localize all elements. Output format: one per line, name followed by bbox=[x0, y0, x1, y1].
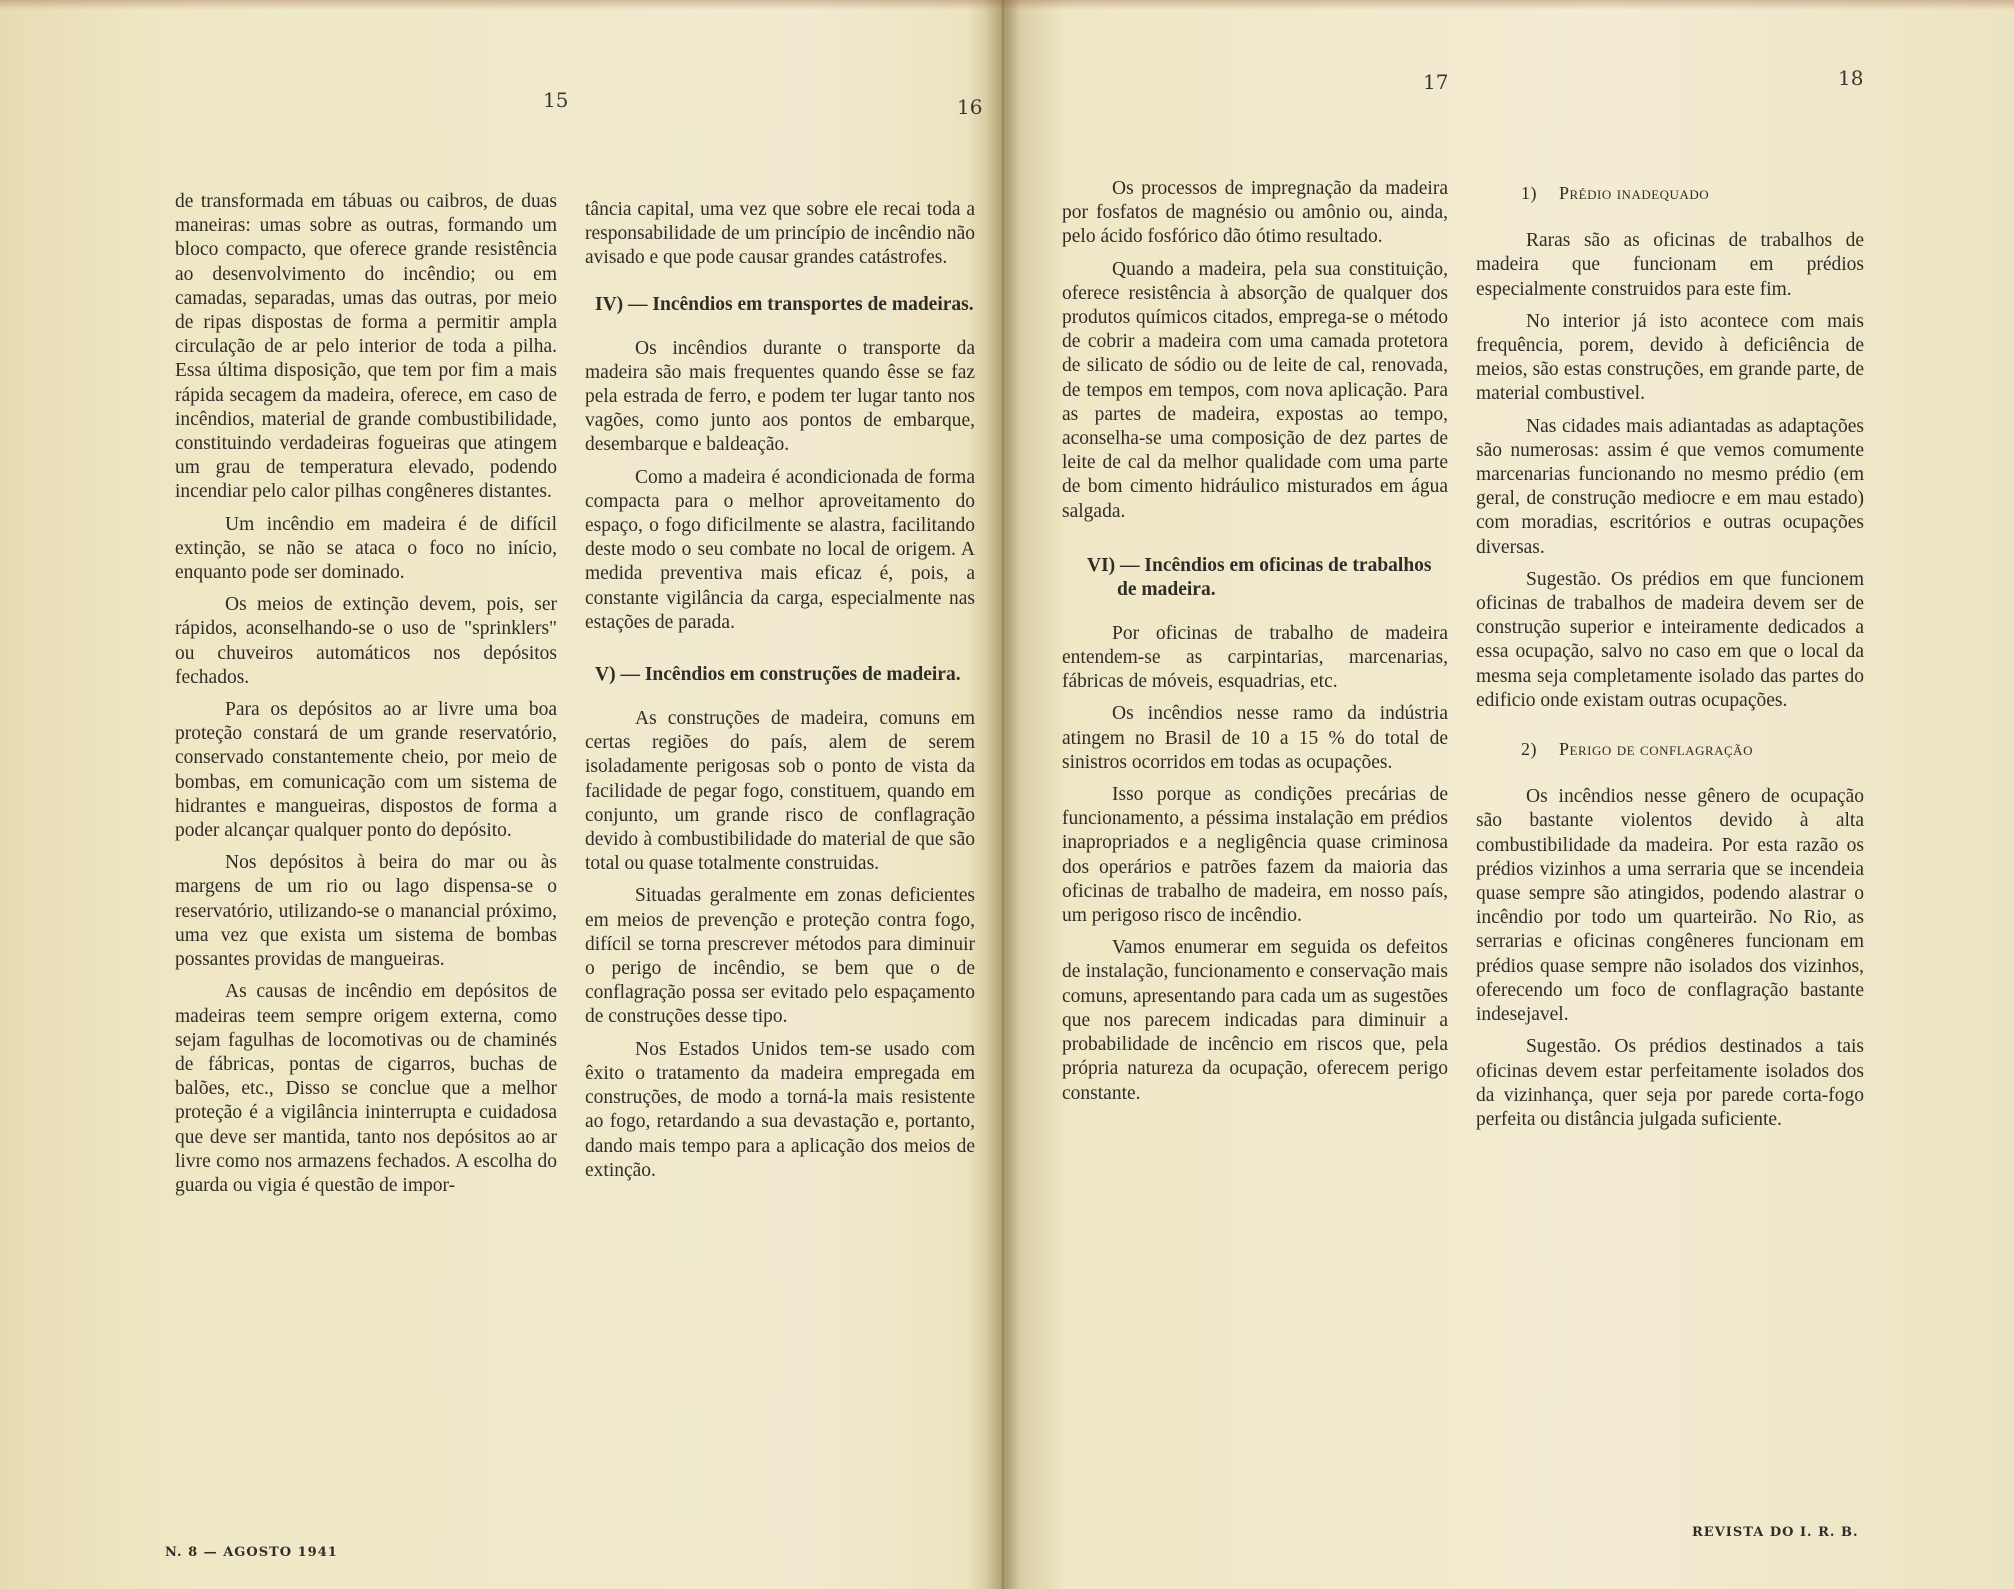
paragraph: de transformada em tábuas ou caibros, de duas maneiras: umas sobre as outras, formando um bloco compacto, que oferece grande resistência ao desenvolvimento do incêndio; ou em camadas, separadas, umas das outras, por meio de ripas dispostas de forma a permitir ampla circulação de ar pelo interior de toda a pilha. Essa última disposição, que tem por fim a mais rápida secagem da madeira, oferece, em caso de incêndios, material de grande combustibilidade, constituindo verdadeiras fogueiras que atingem um grau de temperatura elevado, podendo incendiar pelo calor pilhas congêneres distantes. bbox=[175, 191, 557, 503]
page-number-16: 16 bbox=[957, 95, 983, 119]
footer-journal: REVISTA DO I. R. B. bbox=[1692, 1525, 1859, 1540]
paragraph: As construções de madeira, comuns em certas regiões do país, alem de serem isoladamente perigosas sob o ponto de vista da facilidade de pegar fogo, constituem, quando em conjunto, um grande risco de conflagração devido à combustibilidade do material de que são total ou quase totalmente construidas. bbox=[585, 708, 975, 875]
paragraph: Os incêndios nesse ramo da indústria atingem no Brasil de 10 a 15 % do total de sinistros ocorridos em todas as ocupações. bbox=[1062, 703, 1448, 773]
subsection-heading-1 bbox=[1476, 181, 1864, 205]
subsection-number: 2) bbox=[1521, 739, 1537, 760]
page-number-17: 17 bbox=[1423, 70, 1449, 94]
paragraph: Nos depósitos à beira do mar ou às margens de um rio ou lago dispensa-se o reservatório, utilizando-se o manancial próximo, uma vez que exista um sistema de bombas possantes providas de mangueiras. bbox=[175, 852, 557, 971]
page-number-18: 18 bbox=[1838, 66, 1864, 90]
section-heading-vi: VI) — Incêndios em oficinas de trabalhos de madeira. bbox=[1087, 554, 1432, 600]
book-gutter bbox=[985, 0, 1021, 1589]
paragraph: Para os depósitos ao ar livre uma boa proteção constará de um grande reservatório, conservado constantemente cheio, por meio de bombas, em comunicação com um sistema de hidrantes e mangueiras, dispostos de forma a poder alcançar qualquer ponto do depósito. bbox=[175, 699, 557, 842]
paragraph: Isso porque as condições precárias de funcionamento, a péssima instalação em prédios inapropriados e a negligência quase criminosa dos operários e patrões fazem da maioria das oficinas de trabalho de madeira, em nosso país, um perigoso risco de incêndio. bbox=[1062, 784, 1448, 927]
footer-issue: N. 8 — AGOSTO 1941 bbox=[165, 1545, 338, 1560]
paragraph: As causas de incêndio em depósitos de madeiras teem sempre origem externa, como sejam fagulhas de locomotivas ou de chaminés de fábricas, pontas de cigarros, buchas de balões, etc., Disso se conclue que a melhor proteção é a vigilância ininterrupta e cuidadosa que deve ser mantida, tanto nos depósitos ao ar livre como nos armazens fechados. A escolha do guarda ou vigia é questão de impor- bbox=[175, 981, 557, 1196]
paragraph: Os incêndios durante o transporte da madeira são mais frequentes quando êsse se faz pela estrada de ferro, e podem ter lugar tanto nos vagões, como junto aos pontos de embarque, desembarque e baldeação. bbox=[585, 337, 975, 456]
section-heading-iv: IV) — Incêndios em transportes de madeiras. bbox=[595, 293, 974, 315]
section-heading-v: V) — Incêndios em construções de madeira. bbox=[595, 664, 961, 686]
page-15-column bbox=[175, 190, 557, 1206]
paragraph: No interior já isto acontece com mais frequência, porem, devido à deficiência de meios, são estas construções, em grande parte, de material combustivel. bbox=[1476, 310, 1864, 405]
paragraph: Os meios de extinção devem, pois, ser rápidos, aconselhando-se o uso de "sprinklers" ou chuveiros automáticos nos depósitos fechados. bbox=[175, 594, 557, 688]
subsection-title: Perigo de conflagração bbox=[1559, 739, 1753, 760]
paragraph: Situadas geralmente em zonas deficientes em meios de prevenção e proteção contra fogo, difícil se torna prescrever métodos para diminuir o perigo de incêndio, se bem que o de conflagração possa ser evitado pelo espaçamento de construções desse tipo. bbox=[585, 885, 975, 1028]
paragraph: tância capital, uma vez que sobre ele recai toda a responsabilidade de um princípio de incêndio não avisado e que pode causar grandes catástrofes. bbox=[585, 199, 975, 269]
page-top-edge bbox=[0, 0, 2014, 10]
paragraph: Vamos enumerar em seguida os defeitos de instalação, funcionamento e conservação mais comuns, apresentando para cada um as sugestões que nos parecem indicadas para diminuir a probabilidade de incêncio em riscos que, pela própria natureza da ocupação, oferecem perigo constante. bbox=[1062, 937, 1448, 1104]
page-17-column bbox=[1062, 177, 1448, 1114]
paragraph: Por oficinas de trabalho de madeira entendem-se as carpintarias, marcenarias, fábricas de móveis, esquadrias, etc. bbox=[1062, 622, 1448, 693]
paragraph: Os incêndios nesse gênero de ocupação são bastante violentos devido à alta combustibilidade da madeira. Por esta razão os prédios vizinhos a uma serraria que se incendeia quase sempre são atingidos, podendo alastrar o incêndio por todo um quarteirão. No Rio, as serrarias e oficinas congêneres funcionam em prédios quase sempre não isolados dos vizinhos, oferecendo um foco de conflagração bastante indesejavel. bbox=[1476, 786, 1864, 1026]
paragraph: Nos Estados Unidos tem-se usado com êxito o tratamento da madeira empregada em construções, de modo a torná-la mais resistente ao fogo, retardando a sua devastação e, portanto, dando mais tempo para a aplicação dos meios de extinção. bbox=[585, 1038, 975, 1181]
subsection-number: 1) bbox=[1521, 183, 1537, 203]
paragraph: Quando a madeira, pela sua constituição, oferece resistência à absorção de qualquer dos produtos químicos citados, emprega-se o método de cobrir a madeira com uma camada protetora de silicato de sódio ou de leite de cal, renovada, de tempos em tempos, com nova aplicação. Para as partes de madeira, expostas ao tempo, aconselha-se uma composição de dez partes de leite de cal da melhor qualidade com uma parte de bom cimento hidráulico misturados em água salgada. bbox=[1062, 258, 1448, 522]
paragraph: Um incêndio em madeira é de difícil extinção, se não se ataca o foco no início, enquanto pode ser dominado. bbox=[175, 513, 557, 584]
paragraph: Como a madeira é acondicionada de forma compacta para o melhor aproveitamento do espaço, o fogo dificilmente se alastra, facilitando deste modo o seu combate no local de origem. A medida preventiva mais eficaz é, pois, a constante vigilância da carga, especialmente nas estações de parada. bbox=[585, 466, 975, 633]
subsection-heading-2 bbox=[1476, 737, 1864, 761]
paragraph: Sugestão. Os prédios destinados a tais oficinas devem estar perfeitamente isolados dos da vizinhança, quer seja por parede corta-fogo perfeita ou distância julgada suficiente. bbox=[1476, 1036, 1864, 1130]
paragraph: Sugestão. Os prédios em que funcionem oficinas de trabalhos de madeira devem ser de construção superior e inteiramente dedicados a essa ocupação, salvo no caso em que o local da mesma seja completamente isolado das partes do edificio onde existam outras ocupações. bbox=[1476, 568, 1864, 711]
subsection-title: Prédio inadequado bbox=[1559, 183, 1710, 203]
page-number-15: 15 bbox=[543, 88, 569, 112]
paragraph: Nas cidades mais adiantadas as adaptações são numerosas: assim é que vemos comumente marcenarias funcionando no mesmo prédio (em geral, de construção mediocre e em mau estado) com moradias, escritórios e outras ocupações diversas. bbox=[1476, 415, 1864, 558]
paragraph: Raras são as oficinas de trabalhos de madeira que funcionam em prédios especialmente construidos para este fim. bbox=[1476, 230, 1864, 300]
page-18-column bbox=[1476, 175, 1864, 1140]
page-16-column bbox=[585, 198, 975, 1191]
paragraph: Os processos de impregnação da madeira por fosfatos de magnésio ou amônio ou, ainda, pelo ácido fosfórico dão ótimo resultado. bbox=[1062, 178, 1448, 248]
